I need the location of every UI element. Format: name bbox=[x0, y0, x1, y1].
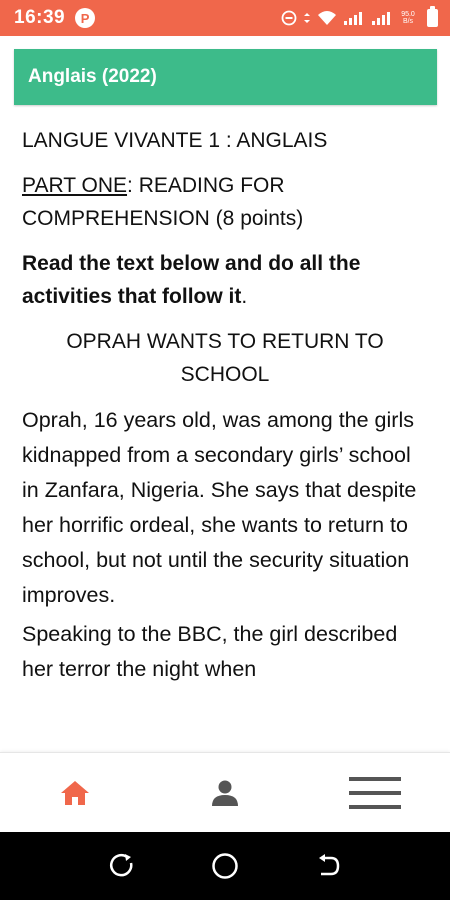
status-icons bbox=[281, 9, 438, 27]
document-content[interactable] bbox=[22, 124, 428, 752]
net-speed-unit: B/s bbox=[402, 18, 414, 25]
home-circle-icon bbox=[211, 852, 239, 880]
nav-home-button[interactable] bbox=[30, 763, 120, 823]
do-not-disturb-icon bbox=[281, 10, 297, 26]
signal-icon-1 bbox=[343, 10, 365, 26]
back-button[interactable] bbox=[308, 846, 348, 886]
nav-profile-button[interactable] bbox=[180, 763, 270, 823]
status-bar bbox=[0, 0, 450, 36]
status-time: 16:39 bbox=[14, 7, 66, 28]
back-icon bbox=[315, 853, 341, 879]
subject-line: LANGUE VIVANTE 1 : ANGLAIS bbox=[22, 129, 328, 152]
app-header bbox=[14, 49, 437, 105]
recent-apps-button[interactable] bbox=[102, 846, 142, 886]
page-title: Anglais (2022) bbox=[28, 66, 157, 87]
instruction-text: Read the text below and do all the activities that follow it bbox=[22, 252, 361, 308]
bottom-navigation bbox=[0, 752, 450, 833]
signal-icon-2 bbox=[371, 10, 393, 26]
system-navigation bbox=[0, 832, 450, 900]
nav-menu-button[interactable] bbox=[330, 763, 420, 823]
person-icon bbox=[211, 779, 239, 807]
part-description: : READING FOR COMPREHENSION (8 points) bbox=[22, 174, 304, 230]
data-arrows-icon bbox=[303, 12, 311, 24]
instruction bbox=[22, 247, 428, 313]
instruction-period: . bbox=[241, 285, 248, 308]
home-system-button[interactable] bbox=[205, 846, 245, 886]
paragraph-2: Speaking to the BBC, the girl described her terror the night when bbox=[22, 622, 398, 681]
menu-icon bbox=[349, 776, 401, 810]
network-speed bbox=[399, 11, 417, 25]
home-icon bbox=[59, 779, 91, 807]
app-notification-icon: P bbox=[75, 8, 95, 28]
wifi-icon bbox=[317, 10, 337, 26]
part-label: PART ONE bbox=[22, 174, 128, 197]
article-title: OPRAH WANTS TO RETURN TO SCHOOL bbox=[66, 330, 384, 386]
net-speed-value: 95.0 bbox=[401, 11, 415, 18]
recent-apps-icon bbox=[109, 853, 135, 879]
battery-icon bbox=[427, 9, 438, 27]
paragraph-1: Oprah, 16 years old, was among the girls kidnapped from a secondary girls’ school in Zanfara, Nigeria. She says that despite her horrific ordeal, she wants to return to school, but not until the security situation improves. bbox=[22, 408, 417, 607]
part-heading bbox=[22, 169, 428, 235]
